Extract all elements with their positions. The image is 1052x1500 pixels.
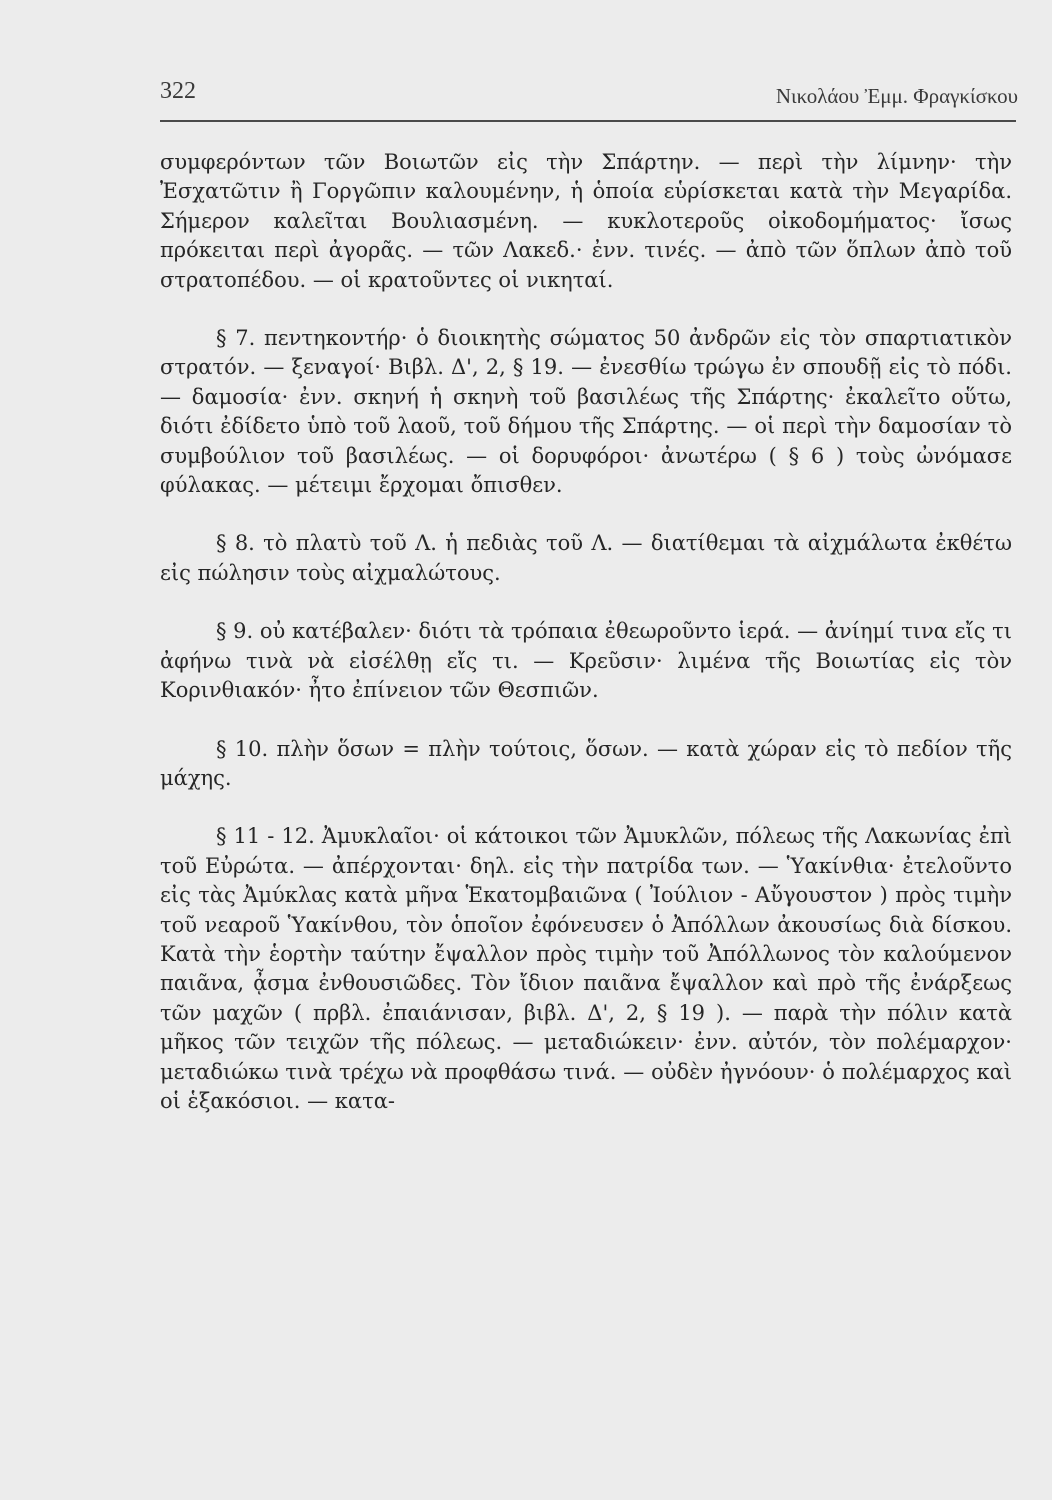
paragraph-section-11-12: § 11 - 12. Ἀμυκλαῖοι· οἱ κάτοικοι τῶν Ἀμυκλῶν, πόλεως τῆς Λακωνίας ἐπὶ τοῦ Εὐρώτα. — ἀπέρχονται· δηλ. εἰς τὴν πατρίδα των. — Ὑακίνθια· ἐτελοῦντο εἰς τὰς Ἀμύκλας κατὰ μῆνα Ἑκατομβαιῶνα ( Ἰούλιον - Αὔγουστον ) πρὸς τιμὴν τοῦ νεαροῦ Ὑακίνθου, τὸν ὁποῖον ἐφόνευσεν ὁ Ἀπόλλων ἀκουσίως διὰ δίσκου. Κατὰ τὴν ἑορτὴν ταύτην ἔψαλλον πρὸς τιμὴν τοῦ Ἀπόλλωνος τὸν καλούμενον παιᾶνα, ᾆσμα ἐνθουσιῶδες. Τὸν ἴδιον παιᾶνα ἔψαλλον καὶ πρὸ τῆς ἐνάρξεως τῶν μαχῶν ( πρβλ. ἐπαιάνισαν, βιβλ. Δ', 2, § 19 ). — παρὰ τὴν πόλιν κατὰ μῆκος τῶν τειχῶν τῆς πόλεως. — μεταδιώκειν· ἐνν. αὐτόν, τὸν πολέμαρχον· μεταδιώκω τινὰ τρέχω νὰ προφθάσω τινά. — οὐδὲν ἠγνόουν· ὁ πολέμαρχος καὶ οἱ ἑξακόσιοι. — κατα- <box>160 824 1012 1113</box>
page-number: 322 <box>160 78 196 104</box>
paragraph-section-10: § 10. πλὴν ὅσων = πλὴν τούτοις, ὅσων. — κατὰ χώραν εἰς τὸ πεδίον τῆς μάχης. <box>160 736 1012 790</box>
running-title: Νικολάου Ἐμμ. Φραγκίσκου <box>775 84 1018 108</box>
paragraph-section-8: § 8. τὸ πλατὺ τοῦ Λ. ἡ πεδιὰς τοῦ Λ. — διατίθεμαι τὰ αἰχμάλωτα ἐκθέτω εἰς πώλησιν τοὺς αἰχμαλώτους. <box>160 531 1012 585</box>
header-rule <box>160 120 1016 122</box>
paragraph-section-9: § 9. οὐ κατέβαλεν· διότι τὰ τρόπαια ἐθεωροῦντο ἱερά. — ἀνίημί τινα εἴς τι ἀφήνω τινὰ νὰ εἰσέλθῃ εἴς τι. — Κρεῦσιν· λιμένα τῆς Βοιωτίας εἰς τὸν Κορινθιακόν· ἦτο ἐπίνειον τῶν Θεσπιῶν. <box>160 619 1012 703</box>
paragraph-continuation: συμφερόντων τῶν Βοιωτῶν εἰς τὴν Σπάρτην. — περὶ τὴν λίμνην· τὴν Ἐσχατῶτιν ἢ Γοργῶπιν καλουμένην, ἡ ὁποία εὑρίσκεται κατὰ τὴν Μεγαρίδα. Σήμερον καλεῖται Βουλιασμένη. — κυκλοτεροῦς οἰκοδομήματος· ἴσως πρόκειται περὶ ἀγορᾶς. — τῶν Λακεδ.· ἐνν. τινές. — ἀπὸ τῶν ὅπλων ἀπὸ τοῦ στρατοπέδου. — οἱ κρατοῦντες οἱ νικηταί. <box>160 150 1012 292</box>
commentary-body <box>160 148 1012 1116</box>
paragraph-section-7: § 7. πεντηκοντήρ· ὁ διοικητὴς σώματος 50 ἀνδρῶν εἰς τὸν σπαρτιατικὸν στρατόν. — ξεναγοί· Βιβλ. Δ', 2, § 19. — ἐνεσθίω τρώγω ἐν σπουδῇ εἰς τὸ πόδι. — δαμοσία· ἐνν. σκηνή ἡ σκηνὴ τοῦ βασιλέως τῆς Σπάρτης· ἐκαλεῖτο οὕτω, διότι ἐδίδετο ὑπὸ τοῦ λαοῦ, τοῦ δήμου τῆς Σπάρτης. — οἱ περὶ τὴν δαμοσίαν τὸ συμβούλιον τοῦ βασιλέως. — οἱ δορυφόροι· ἀνωτέρω ( § 6 ) τοὺς ὠνόμασε φύλακας. — μέτειμι ἔρχομαι ὄπισθεν. <box>160 326 1012 498</box>
